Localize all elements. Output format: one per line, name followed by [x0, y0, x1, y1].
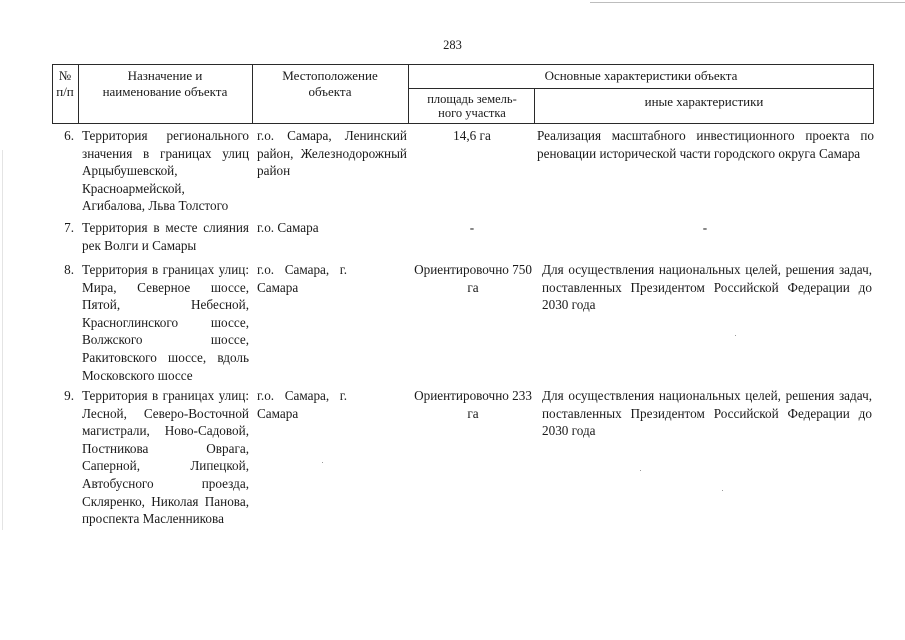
other-characteristics: - — [702, 220, 708, 235]
land-area: - — [469, 220, 475, 235]
header-divider — [534, 88, 535, 124]
header-other: иные характеристики — [644, 94, 764, 109]
row-number: 7. — [64, 220, 74, 235]
object-location: г.о. Самара, г. Самара — [257, 262, 347, 295]
object-name: Территория регионального значения в границах улиц Арцыбушевской, Красноармейской, Агибалова, Льва Толстого — [82, 128, 249, 214]
header-group-rule — [408, 88, 874, 89]
other-characteristics: Реализация масштабного инвестиционного проекта по реновации исторической части городского округа Самара — [537, 128, 874, 161]
scan-speck — [640, 470, 641, 471]
header-location: Местоположение объекта — [282, 68, 378, 99]
header-top-rule — [52, 64, 874, 65]
scan-speck — [735, 335, 736, 336]
object-name: Территория в месте слияния рек Волги и Самары — [82, 220, 249, 253]
object-location: г.о. Самара, г. Самара — [257, 388, 347, 421]
object-location: г.о. Самара, Ленинский район, Железнодорожный район — [257, 128, 407, 179]
header-main-group: Основные характеристики объекта — [544, 68, 738, 83]
other-characteristics: Для осуществления национальных целей, решения задач, поставленных Президентом Российской Федерации до 2030 года — [542, 388, 872, 439]
header-bottom-rule — [52, 123, 874, 124]
scan-speck — [322, 462, 323, 463]
object-name: Территория в границах улиц: Лесной, Северо-Восточной магистрали, Ново-Садовой, Постникова Оврага, Саперной, Липецкой, Автобусного проезда, Скляренко, Николая Панова, проспекта Масленникова — [82, 388, 249, 527]
scan-artifact-top — [590, 2, 905, 3]
row-number: 8. — [64, 262, 74, 277]
object-location: г.о. Самара — [257, 220, 319, 235]
land-area: Ориентировочно 750 га — [414, 262, 532, 295]
land-area: 14,6 га — [453, 128, 491, 143]
header-divider — [52, 64, 53, 124]
header-name: Назначение и наименование объекта — [102, 68, 228, 99]
page-number: 283 — [443, 38, 462, 52]
scan-speck — [722, 490, 723, 491]
row-number: 6. — [64, 128, 74, 143]
object-name: Территория в границах улиц: Мира, Северное шоссе, Пятой, Небесной, Красноглинского шоссе, Волжского шоссе, Ракитовского шоссе, вдоль Московского шоссе — [82, 262, 249, 383]
header-num: № п/п — [56, 68, 74, 99]
header-divider — [252, 64, 253, 124]
table-header — [52, 64, 874, 124]
land-area: Ориентировочно 233 га — [414, 388, 532, 421]
header-divider — [78, 64, 79, 124]
scan-artifact-left — [2, 150, 3, 530]
other-characteristics: Для осуществления национальных целей, решения задач, поставленных Президентом Российской Федерации до 2030 года — [542, 262, 872, 313]
header-area: площадь земель-ного участка — [427, 92, 517, 120]
row-number: 9. — [64, 388, 74, 403]
